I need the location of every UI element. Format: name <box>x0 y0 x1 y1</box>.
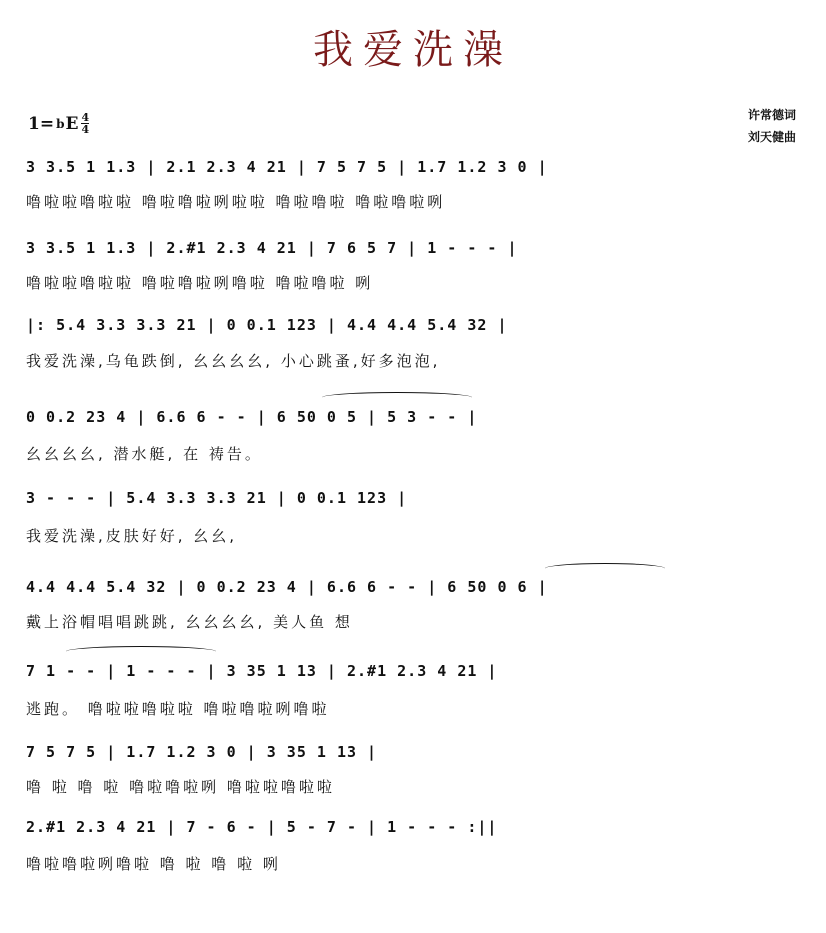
notation-row-2 <box>26 233 796 263</box>
notes-row-9: 2.#1 2.3 4 21 | 7 - 6 - | 5 - 7 - | 1 - - - :|| <box>26 818 498 836</box>
time-signature <box>81 112 89 135</box>
notes-row-1: 3 3.5 1 1.3 | 2.1 2.3 4 21 | 7 5 7 5 | 1.7 1.2 3 0 | <box>26 158 548 176</box>
key-note: E <box>65 113 79 134</box>
lyrics-row-1: 噜啦啦噜啦啦 噜啦噜啦咧啦啦 噜啦噜啦 噜啦噜啦咧 <box>26 192 446 211</box>
time-top: 4 <box>81 111 90 124</box>
flat-sign: b <box>56 116 65 131</box>
notes-row-2: 3 3.5 1 1.3 | 2.#1 2.3 4 21 | 7 6 5 7 | 1 - - - | <box>26 239 518 257</box>
lyrics-row-9: 噜啦噜啦咧噜啦 噜 啦 噜 啦 咧 <box>26 854 281 873</box>
lyrics-row-8: 噜 啦 噜 啦 噜啦噜啦咧 噜啦啦噜啦啦 <box>26 777 335 796</box>
key-prefix: 1= <box>28 113 55 134</box>
lyrics-row-4: 幺幺幺幺, 潜水艇, 在 祷告。 <box>26 444 263 463</box>
song-title: 我爱洗澡 <box>313 27 513 73</box>
key-signature <box>28 112 89 135</box>
lyrics-row-3: 我爱洗澡,乌龟跌倒, 幺幺幺幺, 小心跳蚤,好多泡泡, <box>26 351 441 370</box>
lyrics-row-7: 逃跑。 噜啦啦噜啦啦 噜啦噜啦咧噜啦 <box>26 699 330 718</box>
lyrics-row-2: 噜啦啦噜啦啦 噜啦噜啦咧噜啦 噜啦噜啦 咧 <box>26 273 374 292</box>
lyrics-row-6: 戴上浴帽唱唱跳跳, 幺幺幺幺, 美人鱼 想 <box>26 612 353 631</box>
notation-row-3 <box>26 310 796 340</box>
notation-row-5 <box>26 483 796 513</box>
composer-credit: 刘天健曲 <box>747 130 796 144</box>
lyrics-row-5: 我爱洗澡,皮肤好好, 幺幺, <box>26 526 238 545</box>
notation-row-8 <box>26 737 796 767</box>
credits <box>748 104 796 148</box>
notes-row-7: 7 1 - - | 1 - - - | 3 35 1 13 | 2.#1 2.3 4 21 | <box>26 662 498 680</box>
notes-row-4: 0 0.2 23 4 | 6.6 6 - - | 6 50 0 5 | 5 3 - - | <box>26 408 478 426</box>
notation-row-1 <box>26 152 796 182</box>
notation-row-9 <box>26 812 796 842</box>
notation-row-6 <box>26 572 796 602</box>
notes-row-8: 7 5 7 5 | 1.7 1.2 3 0 | 3 35 1 13 | <box>26 743 378 761</box>
notes-row-3: |: 5.4 3.3 3.3 21 | 0 0.1 123 | 4.4 4.4 5.4 32 | <box>26 316 508 334</box>
time-bottom: 4 <box>81 123 90 136</box>
lyricist-credit: 许常德词 <box>747 108 796 122</box>
notes-row-5: 3 - - - | 5.4 3.3 3.3 21 | 0 0.1 123 | <box>26 489 408 507</box>
notes-row-6: 4.4 4.4 5.4 32 | 0 0.2 23 4 | 6.6 6 - - | 6 50 0 6 | <box>26 578 548 596</box>
notation-row-4 <box>26 402 796 432</box>
notation-row-7 <box>26 656 796 686</box>
